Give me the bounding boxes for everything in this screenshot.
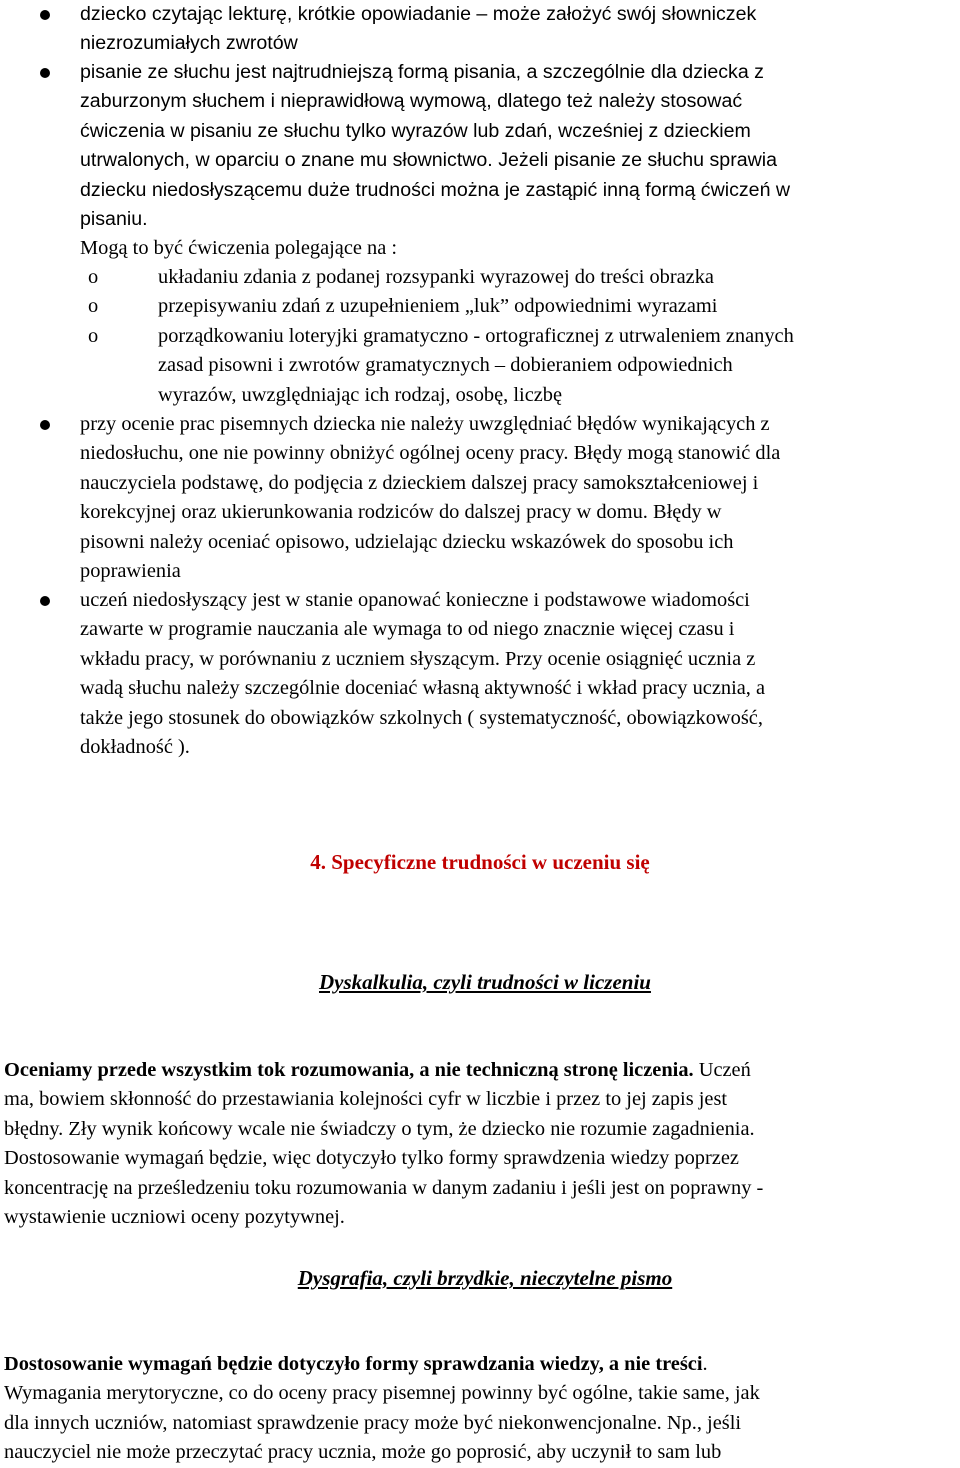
- bold-lead: Oceniamy przede wszystkim tok rozumowania, a nie techniczną stronę liczenia.: [4, 1059, 694, 1081]
- text-segment: Uczeń: [693, 1059, 751, 1081]
- text-line: wkładu pracy, w porównaniu z uczniem słyszącym. Przy ocenie osiągnięć ucznia z: [80, 647, 756, 670]
- text-line: zawarte w programie nauczania ale wymaga to od niego znacznie więcej czasu i: [80, 618, 735, 641]
- text-line: układaniu zdania z podanej rozsypanki wyrazowej do treści obrazka: [158, 266, 714, 288]
- text-line: błędny. Zły wynik końcowy wcale nie świadczy o tym, że dziecko nie rozumie zagadnienia.: [4, 1117, 755, 1140]
- text-line: koncentrację na prześledzeniu toku rozumowania w danym zadaniu i jeśli jest on poprawny -: [4, 1176, 764, 1199]
- text-line: dla innych uczniów, natomiast sprawdzenie pracy może być niekonwencjonalne. Np., jeśli: [4, 1411, 742, 1434]
- sub-bullet-marker: o: [88, 295, 99, 318]
- dysgrafia-paragraph: [4, 1350, 956, 1468]
- dyskalkulia-heading: Dyskalkulia, czyli trudności w liczeniu: [319, 970, 651, 994]
- text-segment: utrwalonych, w oparciu o znane mu słownictwo.: [80, 149, 493, 172]
- text-line: nauczyciela podstawę, do podjęcia z dzieckiem dalszej pracy samokształceniowej i: [80, 471, 759, 494]
- text-line: zasad pisowni i zwrotów gramatycznych – dobieraniem odpowiednich: [158, 354, 733, 377]
- bullet-dot-icon: [40, 596, 50, 606]
- sub-bullet-marker: o: [88, 324, 99, 347]
- section-heading: 4. Specyficzne trudności w uczeniu się: [310, 850, 650, 874]
- list-item: [40, 586, 960, 762]
- text-line: pisaniu.: [80, 208, 148, 231]
- list-item: [40, 58, 960, 234]
- text-line: Mogą to być ćwiczenia polegające na :: [80, 237, 398, 259]
- text-line: dziecko czytając lekturę, krótkie opowiadanie – może założyć swój słowniczek: [80, 3, 757, 25]
- text-line: poprawienia: [80, 560, 181, 583]
- text-line: porządkowaniu loteryjki gramatyczno - ortograficznej z utrwaleniem znanych: [158, 324, 794, 347]
- sub-list-item: [40, 322, 958, 410]
- sub-list-item: [40, 292, 958, 321]
- bullet-dot-icon: [40, 420, 50, 430]
- text-segment: .: [702, 1353, 708, 1375]
- text-line: niezrozumiałych zwrotów: [80, 32, 298, 55]
- sub-list-intro: [80, 234, 958, 263]
- text-line: także jego stosunek do obowiązków szkolnych ( systematyczność, obowiązkowość,: [80, 706, 763, 729]
- text-line: [4, 1350, 956, 1379]
- text-line: zaburzonym słuchem i nieprawidłową wymową, dlatego też należy stosować: [80, 90, 743, 113]
- list-item: [40, 0, 960, 59]
- text-line: niedosłuchu, one nie powinny obniżyć ogólnej oceny pracy. Błędy mogą stanowić dla: [80, 442, 781, 465]
- text-line: wyrazów, uwzględniając ich rodzaj, osobę, liczbę: [158, 383, 563, 406]
- text-line: Wymagania merytoryczne, co do oceny pracy pisemnej powinny być ogólne, takie same, jak: [4, 1382, 760, 1405]
- text-line: Dostosowanie wymagań będzie, więc dotyczyło tylko formy sprawdzenia wiedzy poprzez: [4, 1147, 739, 1170]
- text-line: wystawienie uczniowi oceny pozytywnej.: [4, 1206, 345, 1229]
- text-line: ćwiczenia w pisaniu ze słuchu tylko wyrazów lub zdań, wcześniej z dzieckiem: [80, 119, 751, 142]
- text-line: korekcyjnej oraz ukierunkowania rodziców do dalszej pracy w domu. Błędy w: [80, 501, 722, 524]
- text-segment: Jeżeli pisanie ze słuchu sprawia: [498, 149, 778, 172]
- text-line: ma, bowiem skłonność do przestawiania kolejności cyfr w liczbie i przez to jej zapis jest: [4, 1088, 728, 1111]
- text-line: dziecku niedosłyszącemu duże trudności można je zastąpić inną formą ćwiczeń w: [80, 178, 791, 201]
- text-line: [4, 1056, 956, 1085]
- text-line: pisanie ze słuchu jest najtrudniejszą formą pisania, a szczególnie dla dziecka z: [80, 61, 764, 83]
- bullet-dot-icon: [40, 68, 50, 78]
- sub-list: [40, 263, 958, 410]
- text-line: dokładność ).: [80, 736, 190, 759]
- text-line: przepisywaniu zdań z uzupełnieniem „luk” odpowiednimi wyrazami: [158, 295, 718, 318]
- sub-list-item: [40, 263, 958, 292]
- sub-bullet-marker: o: [88, 266, 99, 288]
- list-item: [40, 410, 960, 586]
- text-line: przy ocenie prac pisemnych dziecka nie należy uwzględniać błędów wynikających z: [80, 413, 770, 435]
- dyskalkulia-paragraph: [4, 1056, 956, 1232]
- bold-lead: Dostosowanie wymagań będzie dotyczyło formy sprawdzania wiedzy, a nie treści: [4, 1353, 703, 1375]
- text-line: [80, 146, 960, 175]
- text-line: wadą słuchu należy szczególnie doceniać własną aktywność i wkład pracy ucznia, a: [80, 677, 766, 700]
- bullet-dot-icon: [40, 10, 50, 20]
- text-line: pisowni należy oceniać opisowo, udzielając dziecku wskazówek do sposobu ich: [80, 530, 734, 553]
- text-line: uczeń niedosłyszący jest w stanie opanować konieczne i podstawowe wiadomości: [80, 589, 750, 611]
- dysgrafia-heading: Dysgrafia, czyli brzydkie, nieczytelne pismo: [297, 1266, 673, 1290]
- text-line: nauczyciel nie może przeczytać pracy ucznia, może go poprosić, aby uczynił to sam lub: [4, 1441, 722, 1464]
